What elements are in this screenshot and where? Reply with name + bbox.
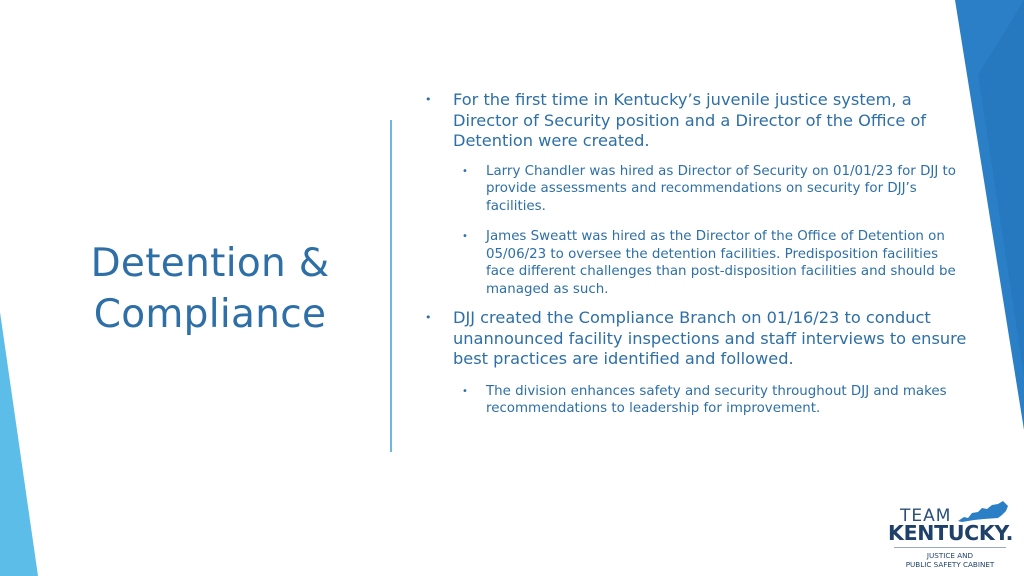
logo-divider xyxy=(894,547,1006,548)
team-kentucky-logo xyxy=(888,500,1014,570)
sub-bullet-item xyxy=(425,228,970,298)
title-line-2: Compliance xyxy=(93,292,327,337)
sub-bullet-dot: • xyxy=(462,165,468,177)
sub-bullet-text: Larry Chandler was hired as Director of Security on 01/01/23 for DJJ to provide assessments and recommendations on security for DJJ’s facilities. xyxy=(486,163,956,214)
bullet-item xyxy=(425,308,970,370)
logo-team-text: TEAM xyxy=(900,506,952,526)
title-line-1: Detention & xyxy=(90,241,330,286)
vertical-divider xyxy=(390,120,392,452)
bullet-text: For the first time in Kentucky’s juvenile justice system, a Director of Security position and a Director of the Office of Detention were created. xyxy=(453,90,927,150)
bullet-text: DJJ created the Compliance Branch on 01/16/23 to conduct unannounced facility inspections and staff interviews to ensure best practices are identified and followed. xyxy=(453,308,967,368)
logo-subtitle xyxy=(890,551,1010,569)
sub-bullet-dot: • xyxy=(462,385,468,397)
slide-title xyxy=(70,238,350,340)
left-accent-light xyxy=(0,312,38,576)
sub-bullet-dot: • xyxy=(462,231,468,242)
logo-sub-line-2: PUBLIC SAFETY CABINET xyxy=(905,560,995,569)
bullet-list xyxy=(425,90,970,418)
sub-bullet-item xyxy=(425,383,970,418)
bullet-dot: • xyxy=(425,311,432,324)
sub-bullet-item xyxy=(425,163,970,216)
sub-bullet-text: The division enhances safety and security throughout DJJ and makes recommendations to leadership for improvement. xyxy=(486,383,947,416)
logo-sub-line-1: JUSTICE AND xyxy=(926,551,974,560)
logo-kentucky-text: KENTUCKY. xyxy=(888,521,1014,545)
sub-bullet-text: James Sweatt was hired as the Director of the Office of Detention on 05/06/23 to oversee the detention facilities. Predisposition facilities face different challenges than post-disposition facilities and should be managed as such. xyxy=(486,229,956,297)
bullet-dot: • xyxy=(425,93,432,106)
bullet-item xyxy=(425,90,970,152)
